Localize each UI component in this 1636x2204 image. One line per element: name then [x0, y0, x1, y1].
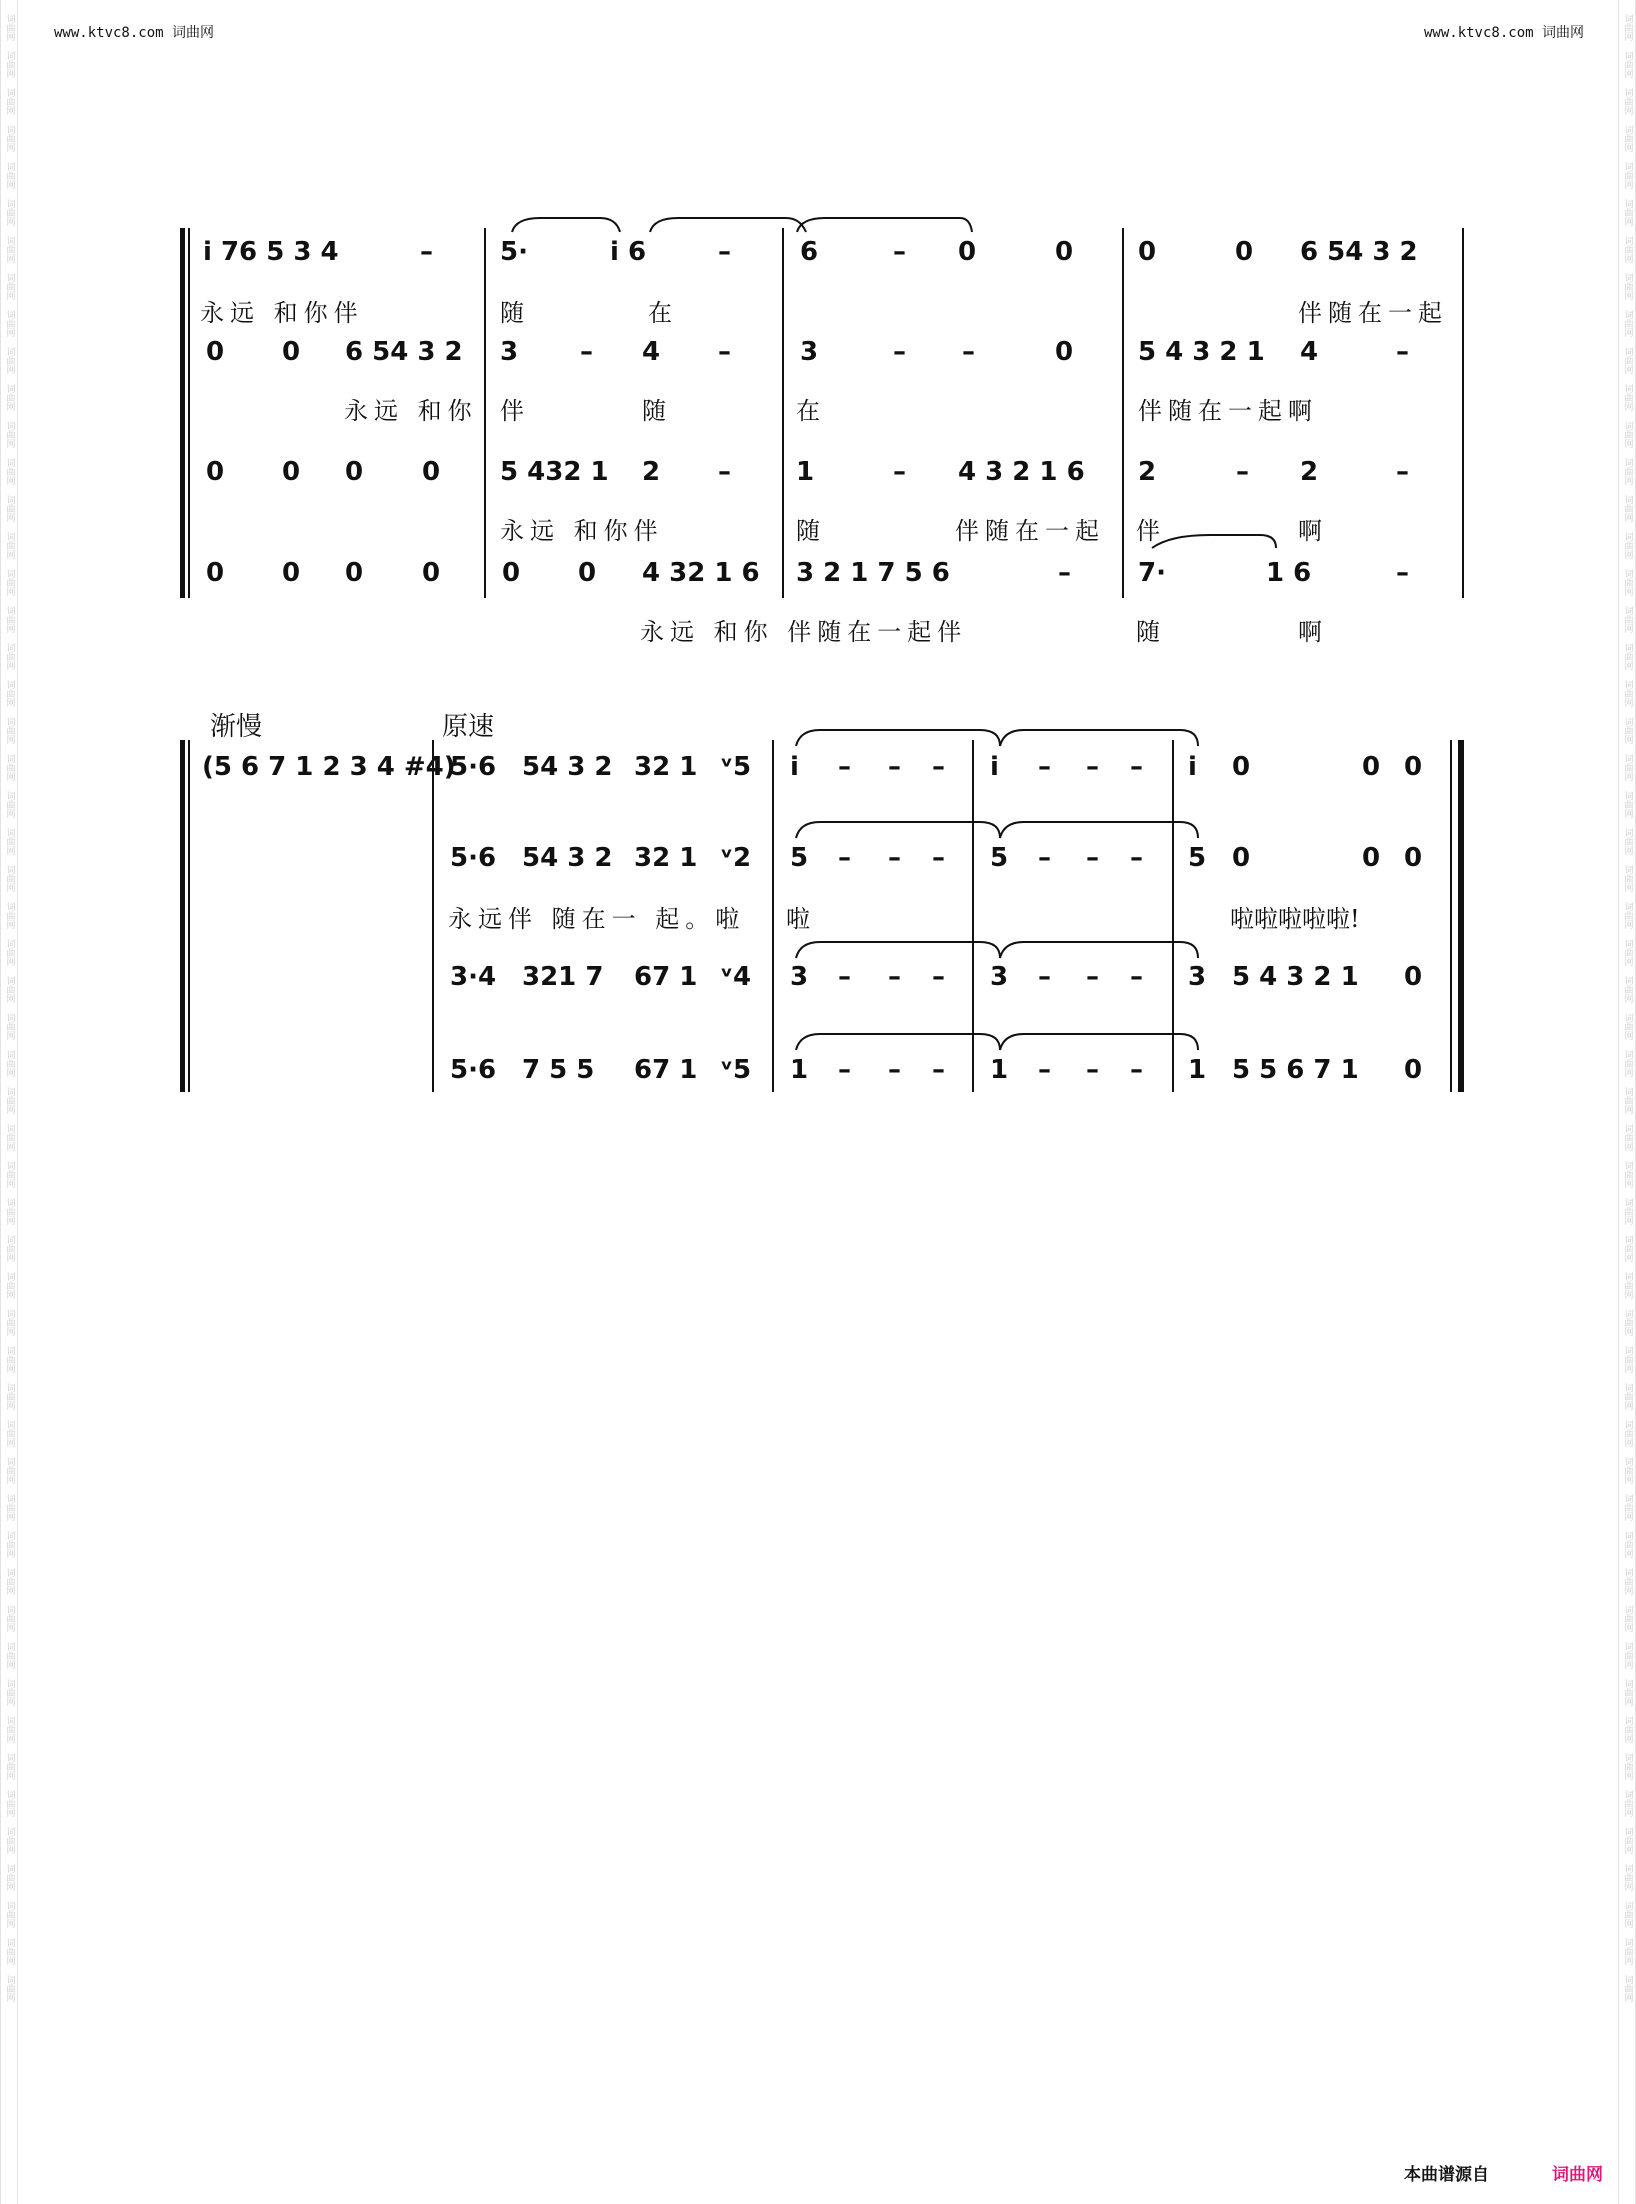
- watermark-text: 词曲网: [4, 569, 15, 596]
- watermark-text: 词曲网: [1622, 199, 1633, 226]
- note-dash: –: [1130, 1055, 1143, 1085]
- note-rest: 0: [422, 558, 441, 588]
- note-dash: –: [888, 1055, 901, 1085]
- watermark-text: 词曲网: [1622, 828, 1633, 855]
- note-dash: –: [1038, 843, 1051, 873]
- watermark-text: 词曲网: [1622, 14, 1633, 41]
- watermark-text: 词曲网: [4, 14, 15, 41]
- note-group: 321 7: [522, 962, 604, 992]
- note-group: i 6: [610, 237, 647, 267]
- watermark-text: 词曲网: [1622, 125, 1633, 152]
- lyric: 伴: [1136, 517, 1166, 545]
- watermark-text: 词曲网: [1622, 1605, 1633, 1632]
- note-group: 7 5 5: [522, 1055, 595, 1085]
- note-dash: –: [838, 843, 851, 873]
- watermark-text: 词曲网: [4, 347, 15, 374]
- watermark-text: 词曲网: [1622, 1864, 1633, 1891]
- watermark-text: 词曲网: [1622, 495, 1633, 522]
- lyric: 伴随在一起: [955, 517, 1105, 545]
- lyric: 啦啦啦啦啦!: [1230, 905, 1360, 933]
- note-group: 3: [800, 337, 819, 367]
- note-group: 2: [1138, 457, 1157, 487]
- note-rest: 0: [345, 558, 364, 588]
- watermark-text: 词曲网: [1622, 1272, 1633, 1299]
- note-group: 5·6: [450, 843, 497, 873]
- note-dash: –: [1396, 337, 1409, 367]
- note-dash: –: [893, 337, 906, 367]
- note-rest: 0: [1404, 843, 1423, 873]
- watermark-text: 词曲网: [4, 902, 15, 929]
- watermark-text: 词曲网: [1622, 51, 1633, 78]
- tie-arc: [1000, 822, 1198, 838]
- note-dash: –: [893, 237, 906, 267]
- tie-arc: [796, 730, 1000, 746]
- note-rest: 0: [422, 457, 441, 487]
- watermark-text: 词曲网: [4, 680, 15, 707]
- lyric: 永远 和你伴: [500, 517, 664, 545]
- watermark-text: 词曲网: [1622, 717, 1633, 744]
- tie-arc: [1152, 535, 1276, 548]
- watermark-text: 词曲网: [1622, 1827, 1633, 1854]
- watermark-text: 词曲网: [4, 162, 15, 189]
- watermark-text: 词曲网: [4, 1383, 15, 1410]
- note-rest: 0: [502, 558, 521, 588]
- note-dash: –: [718, 337, 731, 367]
- note-group: ᵛ2: [720, 843, 752, 873]
- note-group: 54 3 2: [522, 752, 613, 782]
- watermark-text: 词曲网: [1622, 347, 1633, 374]
- note-group: ᵛ5: [720, 1055, 752, 1085]
- note-dash: –: [932, 843, 945, 873]
- watermark-text: 词曲网: [4, 1716, 15, 1743]
- note-rest: 0: [206, 337, 225, 367]
- watermark-text: 词曲网: [4, 1050, 15, 1077]
- note-group: 5·6: [450, 752, 497, 782]
- lyric: 伴随在一起: [1298, 299, 1448, 327]
- watermark-text: 词曲网: [1622, 569, 1633, 596]
- note-dash: –: [932, 752, 945, 782]
- watermark-text: 词曲网: [1622, 273, 1633, 300]
- watermark-text: 词曲网: [4, 125, 15, 152]
- watermark-text: 词曲网: [4, 1975, 15, 2002]
- watermark-text: 词曲网: [1622, 1198, 1633, 1225]
- note-rest: 0: [1232, 752, 1251, 782]
- watermark-text: 词曲网: [4, 828, 15, 855]
- note-dash: –: [718, 457, 731, 487]
- note-dash: –: [1130, 843, 1143, 873]
- note-dash: –: [1038, 1055, 1051, 1085]
- note-group: 32 1: [634, 752, 698, 782]
- watermark-text: 词曲网: [1622, 865, 1633, 892]
- watermark-text: 词曲网: [1622, 976, 1633, 1003]
- watermark-text: 词曲网: [4, 1013, 15, 1040]
- note-group: 3: [990, 962, 1009, 992]
- note-group: 2: [1300, 457, 1319, 487]
- tempo-marking-slow: 渐慢: [210, 712, 263, 742]
- watermark-text: 词曲网: [1622, 384, 1633, 411]
- watermark-text: 词曲网: [1622, 1383, 1633, 1410]
- lyric: 啊: [1298, 618, 1328, 646]
- watermark-text: 词曲网: [4, 1901, 15, 1928]
- note-dash: –: [932, 1055, 945, 1085]
- note-rest: 0: [1055, 337, 1074, 367]
- lyric: 伴: [500, 397, 530, 425]
- lyric: 永远 和你 伴随在一起伴: [640, 618, 968, 646]
- tie-arc: [796, 942, 1000, 958]
- note-group: ᵛ5: [720, 752, 752, 782]
- lyric: 啦: [786, 905, 816, 933]
- watermark-text: 词曲网: [4, 384, 15, 411]
- note-rest: 0: [958, 237, 977, 267]
- note-group: 4 3 2 1 6: [958, 457, 1085, 487]
- watermark-text: 词曲网: [4, 199, 15, 226]
- note-group: 67 1: [634, 962, 698, 992]
- watermark-text: 词曲网: [4, 865, 15, 892]
- watermark-text: 词曲网: [4, 1827, 15, 1854]
- watermark-text: 词曲网: [4, 51, 15, 78]
- watermark-text: 词曲网: [4, 643, 15, 670]
- watermark-text: 词曲网: [4, 458, 15, 485]
- tie-arc: [512, 218, 620, 232]
- watermark-text: 词曲网: [4, 273, 15, 300]
- note-dash: –: [580, 337, 593, 367]
- note-group: ᵛ4: [720, 962, 752, 992]
- note-dash: –: [1396, 558, 1409, 588]
- footer-source-label: 本曲谱源自: [1404, 2165, 1489, 2185]
- note-group: 54 3 2: [522, 843, 613, 873]
- note-group: 5 5 6 7 1: [1232, 1055, 1359, 1085]
- note-group: i 76 5 3 4: [203, 237, 339, 267]
- note-group: 3: [500, 337, 519, 367]
- watermark-text: 词曲网: [4, 1124, 15, 1151]
- note-group: i: [1188, 752, 1197, 782]
- note-rest: 0: [282, 337, 301, 367]
- note-group: 5 432 1: [500, 457, 609, 487]
- watermark-text: 词曲网: [1622, 791, 1633, 818]
- note-group: 1: [1188, 1055, 1207, 1085]
- tie-arc: [797, 218, 972, 232]
- watermark-text: 词曲网: [1622, 310, 1633, 337]
- note-rest: 0: [206, 558, 225, 588]
- note-dash: –: [838, 1055, 851, 1085]
- watermark-text: 词曲网: [1622, 643, 1633, 670]
- watermark-text: 词曲网: [1622, 1901, 1633, 1928]
- intro-notes: (5 6 7 1 2 3 4 #4): [202, 752, 456, 782]
- lyric: 永远伴 随在一 起。啦: [448, 905, 746, 933]
- watermark-text: 词曲网: [1622, 458, 1633, 485]
- note-rest: 0: [282, 457, 301, 487]
- note-rest: 0: [345, 457, 364, 487]
- note-dash: –: [718, 237, 731, 267]
- watermark-text: 词曲网: [1622, 1531, 1633, 1558]
- watermark-text: 词曲网: [4, 1531, 15, 1558]
- note-group: 5 4 3 2 1: [1232, 962, 1359, 992]
- note-group: 5 4 3 2 1: [1138, 337, 1265, 367]
- note-rest: 0: [1055, 237, 1074, 267]
- note-group: 5: [1188, 843, 1207, 873]
- lyric: 在: [796, 397, 826, 425]
- note-dash: –: [888, 843, 901, 873]
- watermark-text: 词曲网: [1622, 680, 1633, 707]
- watermark-text: 词曲网: [4, 1198, 15, 1225]
- note-dash: –: [888, 752, 901, 782]
- note-rest: 0: [206, 457, 225, 487]
- note-rest: 0: [282, 558, 301, 588]
- lyric: 在: [648, 299, 678, 327]
- watermark-text: 词曲网: [4, 1235, 15, 1262]
- note-group: i: [790, 752, 799, 782]
- tie-arc: [796, 1034, 1000, 1050]
- watermark-text: 词曲网: [4, 606, 15, 633]
- note-dash: –: [1038, 962, 1051, 992]
- watermark-text: 词曲网: [4, 791, 15, 818]
- watermark-text: 词曲网: [1622, 1124, 1633, 1151]
- watermark-text: 词曲网: [1622, 88, 1633, 115]
- note-rest: 0: [1404, 962, 1423, 992]
- lyric: 永远 和你: [344, 397, 478, 425]
- note-group: 4: [1300, 337, 1319, 367]
- watermark-text: 词曲网: [1622, 1753, 1633, 1780]
- note-rest: 0: [1232, 843, 1251, 873]
- watermark-text: 词曲网: [4, 1568, 15, 1595]
- note-group: 5: [790, 843, 809, 873]
- watermark-text: 词曲网: [1622, 1568, 1633, 1595]
- watermark-text: 词曲网: [4, 495, 15, 522]
- note-dash: –: [420, 237, 433, 267]
- tie-arc: [1000, 1034, 1198, 1050]
- watermark-text: 词曲网: [4, 1642, 15, 1669]
- watermark-text: 词曲网: [1622, 1235, 1633, 1262]
- watermark-text: 词曲网: [4, 1494, 15, 1521]
- watermark-text: 词曲网: [1622, 1790, 1633, 1817]
- note-group: 5: [990, 843, 1009, 873]
- note-dash: –: [888, 962, 901, 992]
- watermark-text: 词曲网: [4, 1346, 15, 1373]
- watermark-text: 词曲网: [4, 421, 15, 448]
- note-dash: –: [1130, 752, 1143, 782]
- note-group: 6 54 3 2: [1300, 237, 1418, 267]
- watermark-text: 词曲网: [1622, 1716, 1633, 1743]
- watermark-text: 词曲网: [1622, 1457, 1633, 1484]
- note-group: 6: [800, 237, 819, 267]
- lyric: 随: [1136, 618, 1166, 646]
- tie-arc: [796, 822, 1000, 838]
- note-dash: –: [962, 337, 975, 367]
- tie-arc: [1000, 942, 1198, 958]
- tie-arc: [650, 218, 806, 232]
- note-group: 7·: [1138, 558, 1166, 588]
- watermark-text: 词曲网: [4, 1272, 15, 1299]
- note-dash: –: [1038, 752, 1051, 782]
- watermark-text: 词曲网: [4, 1679, 15, 1706]
- note-dash: –: [838, 962, 851, 992]
- watermark-text: 词曲网: [4, 1309, 15, 1336]
- note-dash: –: [893, 457, 906, 487]
- watermark-text: 词曲网: [1622, 1013, 1633, 1040]
- watermark-text: 词曲网: [4, 236, 15, 263]
- watermark-text: 词曲网: [1622, 1679, 1633, 1706]
- watermark-text: 词曲网: [4, 1790, 15, 1817]
- header-site-left[interactable]: www.ktvc8.com 词曲网: [54, 25, 215, 41]
- watermark-text: 词曲网: [4, 754, 15, 781]
- watermark-text: 词曲网: [4, 939, 15, 966]
- note-rest: 0: [1235, 237, 1254, 267]
- lyric: 伴随在一起啊: [1138, 397, 1318, 425]
- watermark-text: 词曲网: [4, 1864, 15, 1891]
- watermark-text: 词曲网: [1622, 1346, 1633, 1373]
- watermark-text: 词曲网: [1622, 902, 1633, 929]
- watermark-text: 词曲网: [4, 717, 15, 744]
- watermark-text: 词曲网: [4, 1161, 15, 1188]
- watermark-text: 词曲网: [4, 310, 15, 337]
- watermark-text: 词曲网: [1622, 532, 1633, 559]
- note-group: 4: [642, 337, 661, 367]
- watermark-text: 词曲网: [4, 1605, 15, 1632]
- note-dash: –: [1086, 752, 1099, 782]
- note-group: 5·6: [450, 1055, 497, 1085]
- lyric: 随: [796, 517, 826, 545]
- note-group: 1 6: [1266, 558, 1312, 588]
- watermark-text: 词曲网: [1622, 1494, 1633, 1521]
- watermark-text: 词曲网: [4, 1753, 15, 1780]
- note-group: 4 32 1 6: [642, 558, 760, 588]
- header-site-right[interactable]: www.ktvc8.com 词曲网: [1423, 25, 1584, 41]
- note-dash: –: [1396, 457, 1409, 487]
- note-group: 1: [790, 1055, 809, 1085]
- note-dash: –: [1086, 1055, 1099, 1085]
- watermark-text: 词曲网: [1622, 754, 1633, 781]
- note-group: 32 1: [634, 843, 698, 873]
- note-dash: –: [1086, 962, 1099, 992]
- watermark-text: 词曲网: [1622, 1975, 1633, 2002]
- watermark-text: 词曲网: [1622, 421, 1633, 448]
- footer-brand-link[interactable]: 词曲网: [1552, 2165, 1603, 2185]
- watermark-text: 词曲网: [1622, 162, 1633, 189]
- note-group: 3: [1188, 962, 1207, 992]
- note-group: 3: [790, 962, 809, 992]
- watermark-text: 词曲网: [1622, 1161, 1633, 1188]
- lyric: 啊: [1298, 517, 1328, 545]
- watermark-text: 词曲网: [4, 976, 15, 1003]
- note-dash: –: [932, 962, 945, 992]
- watermark-text: 词曲网: [1622, 1938, 1633, 1965]
- watermark-text: 词曲网: [1622, 1050, 1633, 1077]
- lyric: 永远 和你伴: [200, 299, 364, 327]
- tie-arc: [1000, 730, 1198, 746]
- watermark-text: 词曲网: [4, 88, 15, 115]
- note-group: 5·: [500, 237, 528, 267]
- note-group: i: [990, 752, 999, 782]
- watermark-text: 词曲网: [1622, 236, 1633, 263]
- watermark-text: 词曲网: [1622, 1420, 1633, 1447]
- note-group: 1: [796, 457, 815, 487]
- watermark-text: 词曲网: [4, 1457, 15, 1484]
- note-group: 6 54 3 2: [345, 337, 463, 367]
- watermark-text: 词曲网: [1622, 1642, 1633, 1669]
- note-rest: 0: [1404, 752, 1423, 782]
- note-rest: 0: [1138, 237, 1157, 267]
- note-group: 2: [642, 457, 661, 487]
- note-rest: 0: [1404, 1055, 1423, 1085]
- watermark-text: 词曲网: [4, 1938, 15, 1965]
- note-dash: –: [1236, 457, 1249, 487]
- watermark-text: 词曲网: [1622, 939, 1633, 966]
- watermark-text: 词曲网: [1622, 606, 1633, 633]
- note-group: 1: [990, 1055, 1009, 1085]
- watermark-text: 词曲网: [4, 532, 15, 559]
- note-dash: –: [1086, 843, 1099, 873]
- note-dash: –: [1058, 558, 1071, 588]
- note-dash: –: [838, 752, 851, 782]
- tempo-marking-original: 原速: [442, 712, 495, 742]
- note-rest: 0: [578, 558, 597, 588]
- watermark-text: 词曲网: [4, 1087, 15, 1114]
- note-rest: 0: [1362, 843, 1381, 873]
- watermark-text: 词曲网: [1622, 1087, 1633, 1114]
- note-group: 3 2 1 7 5 6: [796, 558, 950, 588]
- note-rest: 0: [1362, 752, 1381, 782]
- note-dash: –: [1130, 962, 1143, 992]
- note-group: 3·4: [450, 962, 497, 992]
- lyric: 随: [500, 299, 530, 327]
- lyric: 随: [642, 397, 672, 425]
- note-group: 67 1: [634, 1055, 698, 1085]
- watermark-text: 词曲网: [1622, 1309, 1633, 1336]
- watermark-text: 词曲网: [4, 1420, 15, 1447]
